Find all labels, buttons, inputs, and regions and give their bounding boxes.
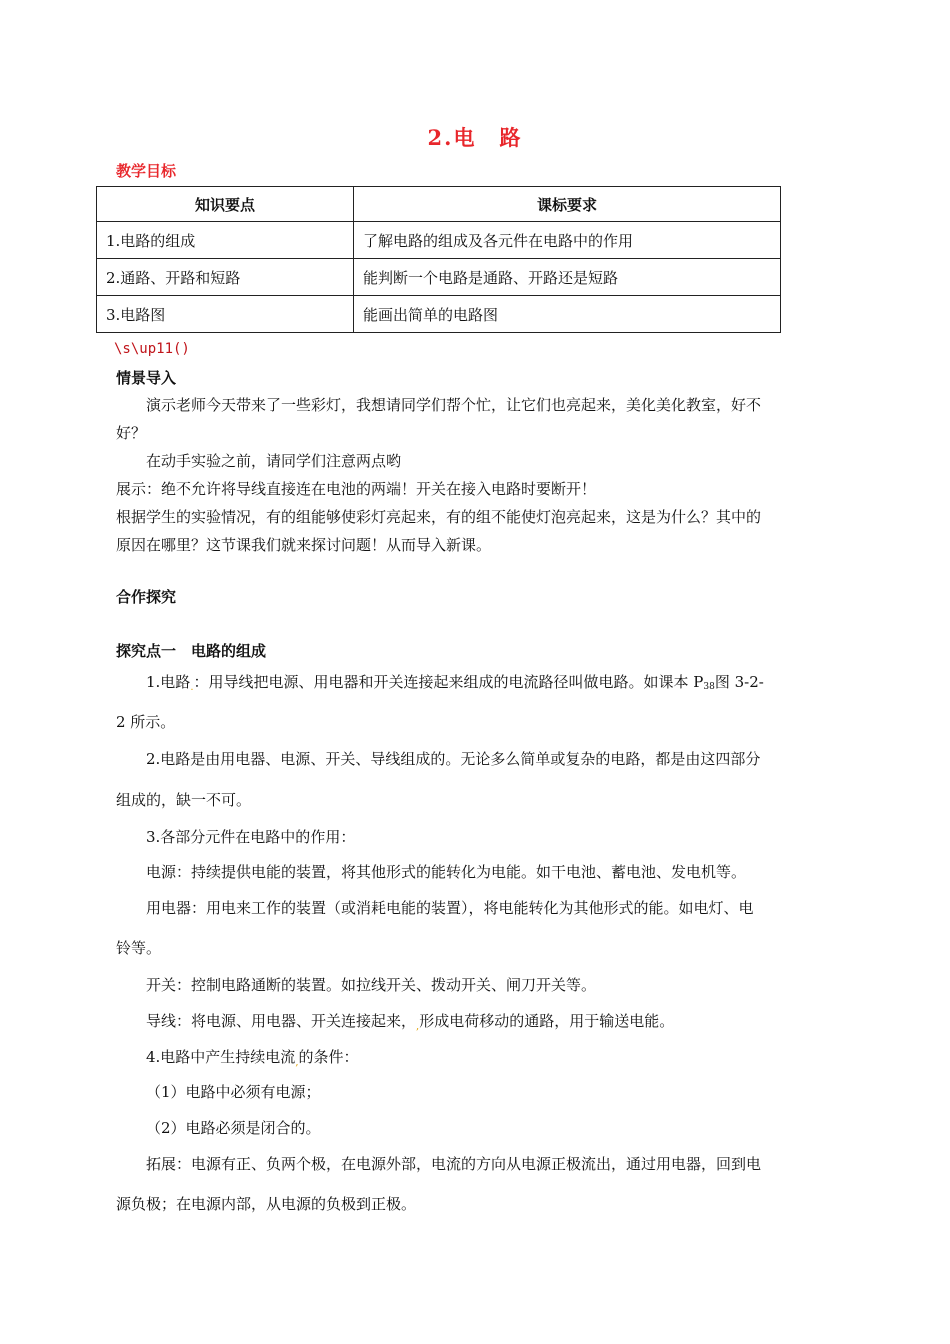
table-cell: 能画出简单的电路图	[354, 296, 781, 333]
objectives-heading: 教学目标	[116, 162, 177, 180]
table-cell: 3.电路图	[97, 296, 354, 333]
content-line: 电源：持续提供电能的装置，将其他形式的能转化为电能。如干电池、蓄电池、发电机等。	[146, 863, 747, 881]
table-header-row	[97, 187, 781, 222]
content-line: 2.电路是由用电器、电源、开关、导线组成的。无论多么简单或复杂的电路，都是由这四部分	[146, 750, 761, 768]
table-cell: 2.通路、开路和短路	[97, 259, 354, 296]
content-text: 图 3-2-	[714, 673, 764, 691]
content-line: 用电器：用电来工作的装置（或消耗电能的装置），将电能转化为其他形式的能。如电灯、电	[146, 899, 754, 917]
content-text: 4.电路中产生持续电流	[146, 1048, 296, 1066]
content-line: （2）电路必须是闭合的。	[146, 1119, 321, 1137]
field-code-text: \s\up11()	[114, 341, 190, 357]
intro-paragraph: 原因在哪里？这节课我们就来探讨问题！从而导入新课。	[116, 536, 492, 554]
table-cell: 1.电路的组成	[97, 222, 354, 259]
intro-paragraph: 展示：绝不允许将导线直接连在电池的两端！开关在接入电路时要断开！	[116, 480, 597, 498]
content-text: 1.电路	[146, 673, 191, 691]
content-line: （1）电路中必须有电源；	[146, 1083, 321, 1101]
table-header-cell: 知识要点	[97, 187, 354, 222]
content-text: ：用导线把电源、用电器和开关连接起来组成的电流路径叫做电路。如课本 P	[193, 673, 704, 691]
intro-heading: 情景导入	[116, 369, 177, 387]
content-line: 开关：控制电路通断的装置。如拉线开关、拨动开关、闸刀开关等。	[146, 976, 597, 994]
subscript-text: 38	[703, 682, 715, 692]
content-line: 组成的，缺一不可。	[116, 791, 252, 809]
table-header-cell: 课标要求	[354, 187, 781, 222]
content-line: 3.各部分元件在电路中的作用：	[146, 828, 356, 846]
table-row	[97, 222, 781, 259]
content-text: 形成电荷移动的通路，用于输送电能。	[419, 1012, 675, 1030]
content-line	[146, 1010, 674, 1032]
intro-paragraph: 根据学生的实验情况，有的组能够使彩灯亮起来，有的组不能使灯泡亮起来，这是为什么？其中的	[116, 508, 762, 526]
page-title: 2.电 路	[427, 125, 523, 150]
objectives-table	[96, 186, 781, 333]
content-line: 拓展：电源有正、负两个极，在电源外部，电流的方向从电源正极流出，通过用电器，回到电	[146, 1155, 762, 1173]
intro-paragraph: 在动手实验之前，请同学们注意两点哟	[146, 452, 402, 470]
coop-heading: 合作探究	[116, 588, 177, 606]
annotation-mark-icon: .	[190, 682, 194, 693]
table-cell: 能判断一个电路是通路、开路还是短路	[354, 259, 781, 296]
content-line: 2 所示。	[116, 713, 176, 731]
table-row	[97, 296, 781, 333]
table-row	[97, 259, 781, 296]
table-cell: 了解电路的组成及各元件在电路中的作用	[354, 222, 781, 259]
annotation-mark-icon: ,	[295, 1057, 299, 1068]
annotation-mark-icon: ,	[416, 1021, 420, 1032]
content-text: 导线：将电源、用电器、开关连接起来，	[146, 1012, 417, 1030]
content-line: 铃等。	[116, 939, 162, 957]
content-line	[146, 1046, 359, 1068]
content-line: 源负极；在电源内部，从电源的负极到正极。	[116, 1195, 417, 1213]
intro-paragraph: 好？	[116, 424, 147, 442]
point1-heading: 探究点一 电路的组成	[116, 642, 267, 660]
intro-paragraph: 演示老师今天带来了一些彩灯，我想请同学们帮个忙，让它们也亮起来，美化美化教室，好不	[146, 396, 762, 414]
content-text: 的条件：	[298, 1048, 359, 1066]
content-line	[146, 671, 764, 693]
